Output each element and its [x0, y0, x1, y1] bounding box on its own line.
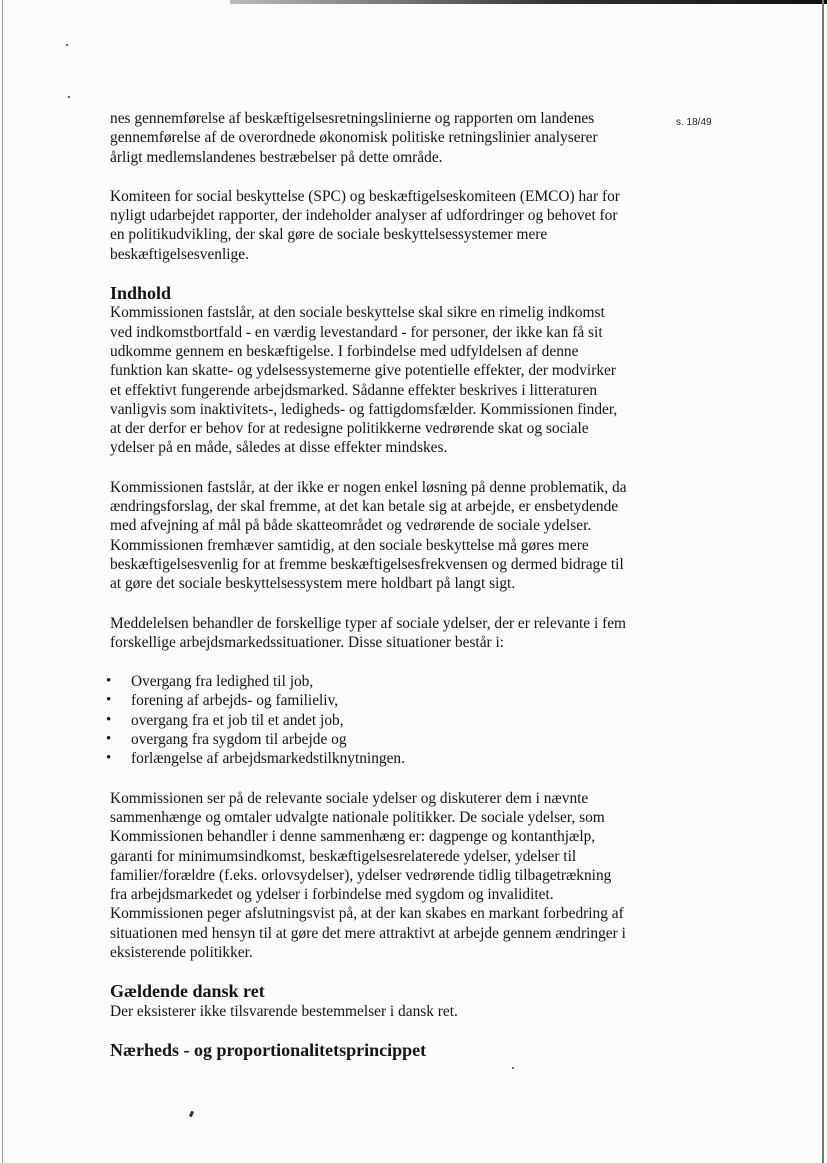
paragraph-indhold-4: Kommissionen ser på de relevante sociale ydelser og diskuterer dem i nævnte sammenhænge og omtaler udvalgte nationale politikker. De sociale ydelser, som Kommissionen behandler i denne sammenhæng er: dagpenge og kontanthjælp, garanti for minimumsindkomst, beskæftigelsesrelaterede ydelser, ydelser til familier/forældre (f.eks. orlovsydelser), ydelser vedrørende tidlig tilbagetrækning fra arbejdsmarkedet og ydelser i forbindelse med sygdom og invaliditet. Kommissionen peger afslutningsvist på, at der kan skabes en markant forbedring af situationen med hensyn til at gøre det mere attraktivt at arbejde gennem ændringer i eksisterende politikker. — [110, 789, 626, 961]
scan-right-edge — [822, 0, 824, 1163]
situations-list — [110, 672, 630, 768]
scan-speck — [68, 96, 70, 98]
paragraph-committees: Komiteen for social beskyttelse (SPC) og beskæftigelseskomiteen (EMCO) har for nyligt udarbejdet rapporter, der indeholder analyser af udfordringer og behovet for en politikudvikling, der skal gøre de sociale beskyttelsessystemer mere beskæftigelsesvenlige. — [110, 187, 620, 263]
scan-top-edge — [230, 0, 827, 4]
page-number: s. 18/49 — [676, 117, 712, 128]
heading-gaeldende-dansk-ret: Gældende dansk ret — [110, 981, 265, 1002]
scan-speck — [512, 1067, 514, 1069]
list-item: • forening af arbejds- og familieliv, — [110, 691, 630, 710]
heading-naerhed-proportionalitet: Nærheds - og proportionalitetsprincippet — [110, 1039, 427, 1060]
list-item: • overgang fra sygdom til arbejde og — [110, 730, 630, 749]
list-item: • overgang fra et job til et andet job, — [110, 711, 630, 730]
paragraph-indhold-2: Kommissionen fastslår, at der ikke er nogen enkel løsning på denne problematik, da ændringsforslag, der skal fremme, at det kan betale sig at arbejde, er ensbetydende med afvejning af mål på både skatteområdet og vedrørende de sociale ydelser. Kommissionen fremhæver samtidig, at den sociale beskyttelse må gøres mere beskæftigelsesvenlig for at fremme beskæftigelsesfrekvensen og dermed bidrage til at gøre det sociale beskyttelsessystem mere holdbart på langt sigt. — [110, 478, 627, 593]
paragraph-indhold-1: Kommissionen fastslår, at den sociale beskyttelse skal sikre en rimelig indkomst ved indkomstbortfald - en værdig levestandard - for personer, der ikke kan få sit udkomme gennem en beskæftigelse. I forbindelse med udfyldelsen af denne funktion kan skatte- og ydelsessystemerne give potentielle effekter, der modvirker et effektivt fungerende arbejdsmarked. Sådanne effekter beskrives i litteraturen vanligvis som inaktivitets-, ledigheds- og fattigdomsfælder. Kommissionen finder, at der derfor er behov for at redesigne politikkerne vedrørende skat og sociale ydelser på en måde, således at disse effekter mindskes. — [110, 304, 618, 457]
heading-indhold: Indhold — [110, 283, 172, 304]
paragraph-intro: nes gennemførelse af beskæftigelsesretningslinierne og rapporten om landenes gennemførelse af de overordnede økonomisk politiske retningslinier analyserer årligt medlemslandenes bestræbelser på dette område. — [110, 110, 598, 166]
scan-speck — [66, 44, 68, 46]
list-item: • Overgang fra ledighed til job, — [110, 672, 630, 691]
document-body — [110, 109, 630, 1060]
paragraph-dansk-ret: Der eksisterer ikke tilsvarende bestemmelser i dansk ret. — [110, 1002, 458, 1020]
scan-left-edge — [2, 0, 3, 1163]
scan-speck — [189, 1111, 194, 1118]
paragraph-indhold-3: Meddelelsen behandler de forskellige typer af sociale ydelser, der er relevante i fem forskellige arbejdsmarkedssituationer. Disse situationer består i: — [110, 614, 627, 651]
list-item: • forlængelse af arbejdsmarkedstilknytningen. — [110, 749, 630, 768]
